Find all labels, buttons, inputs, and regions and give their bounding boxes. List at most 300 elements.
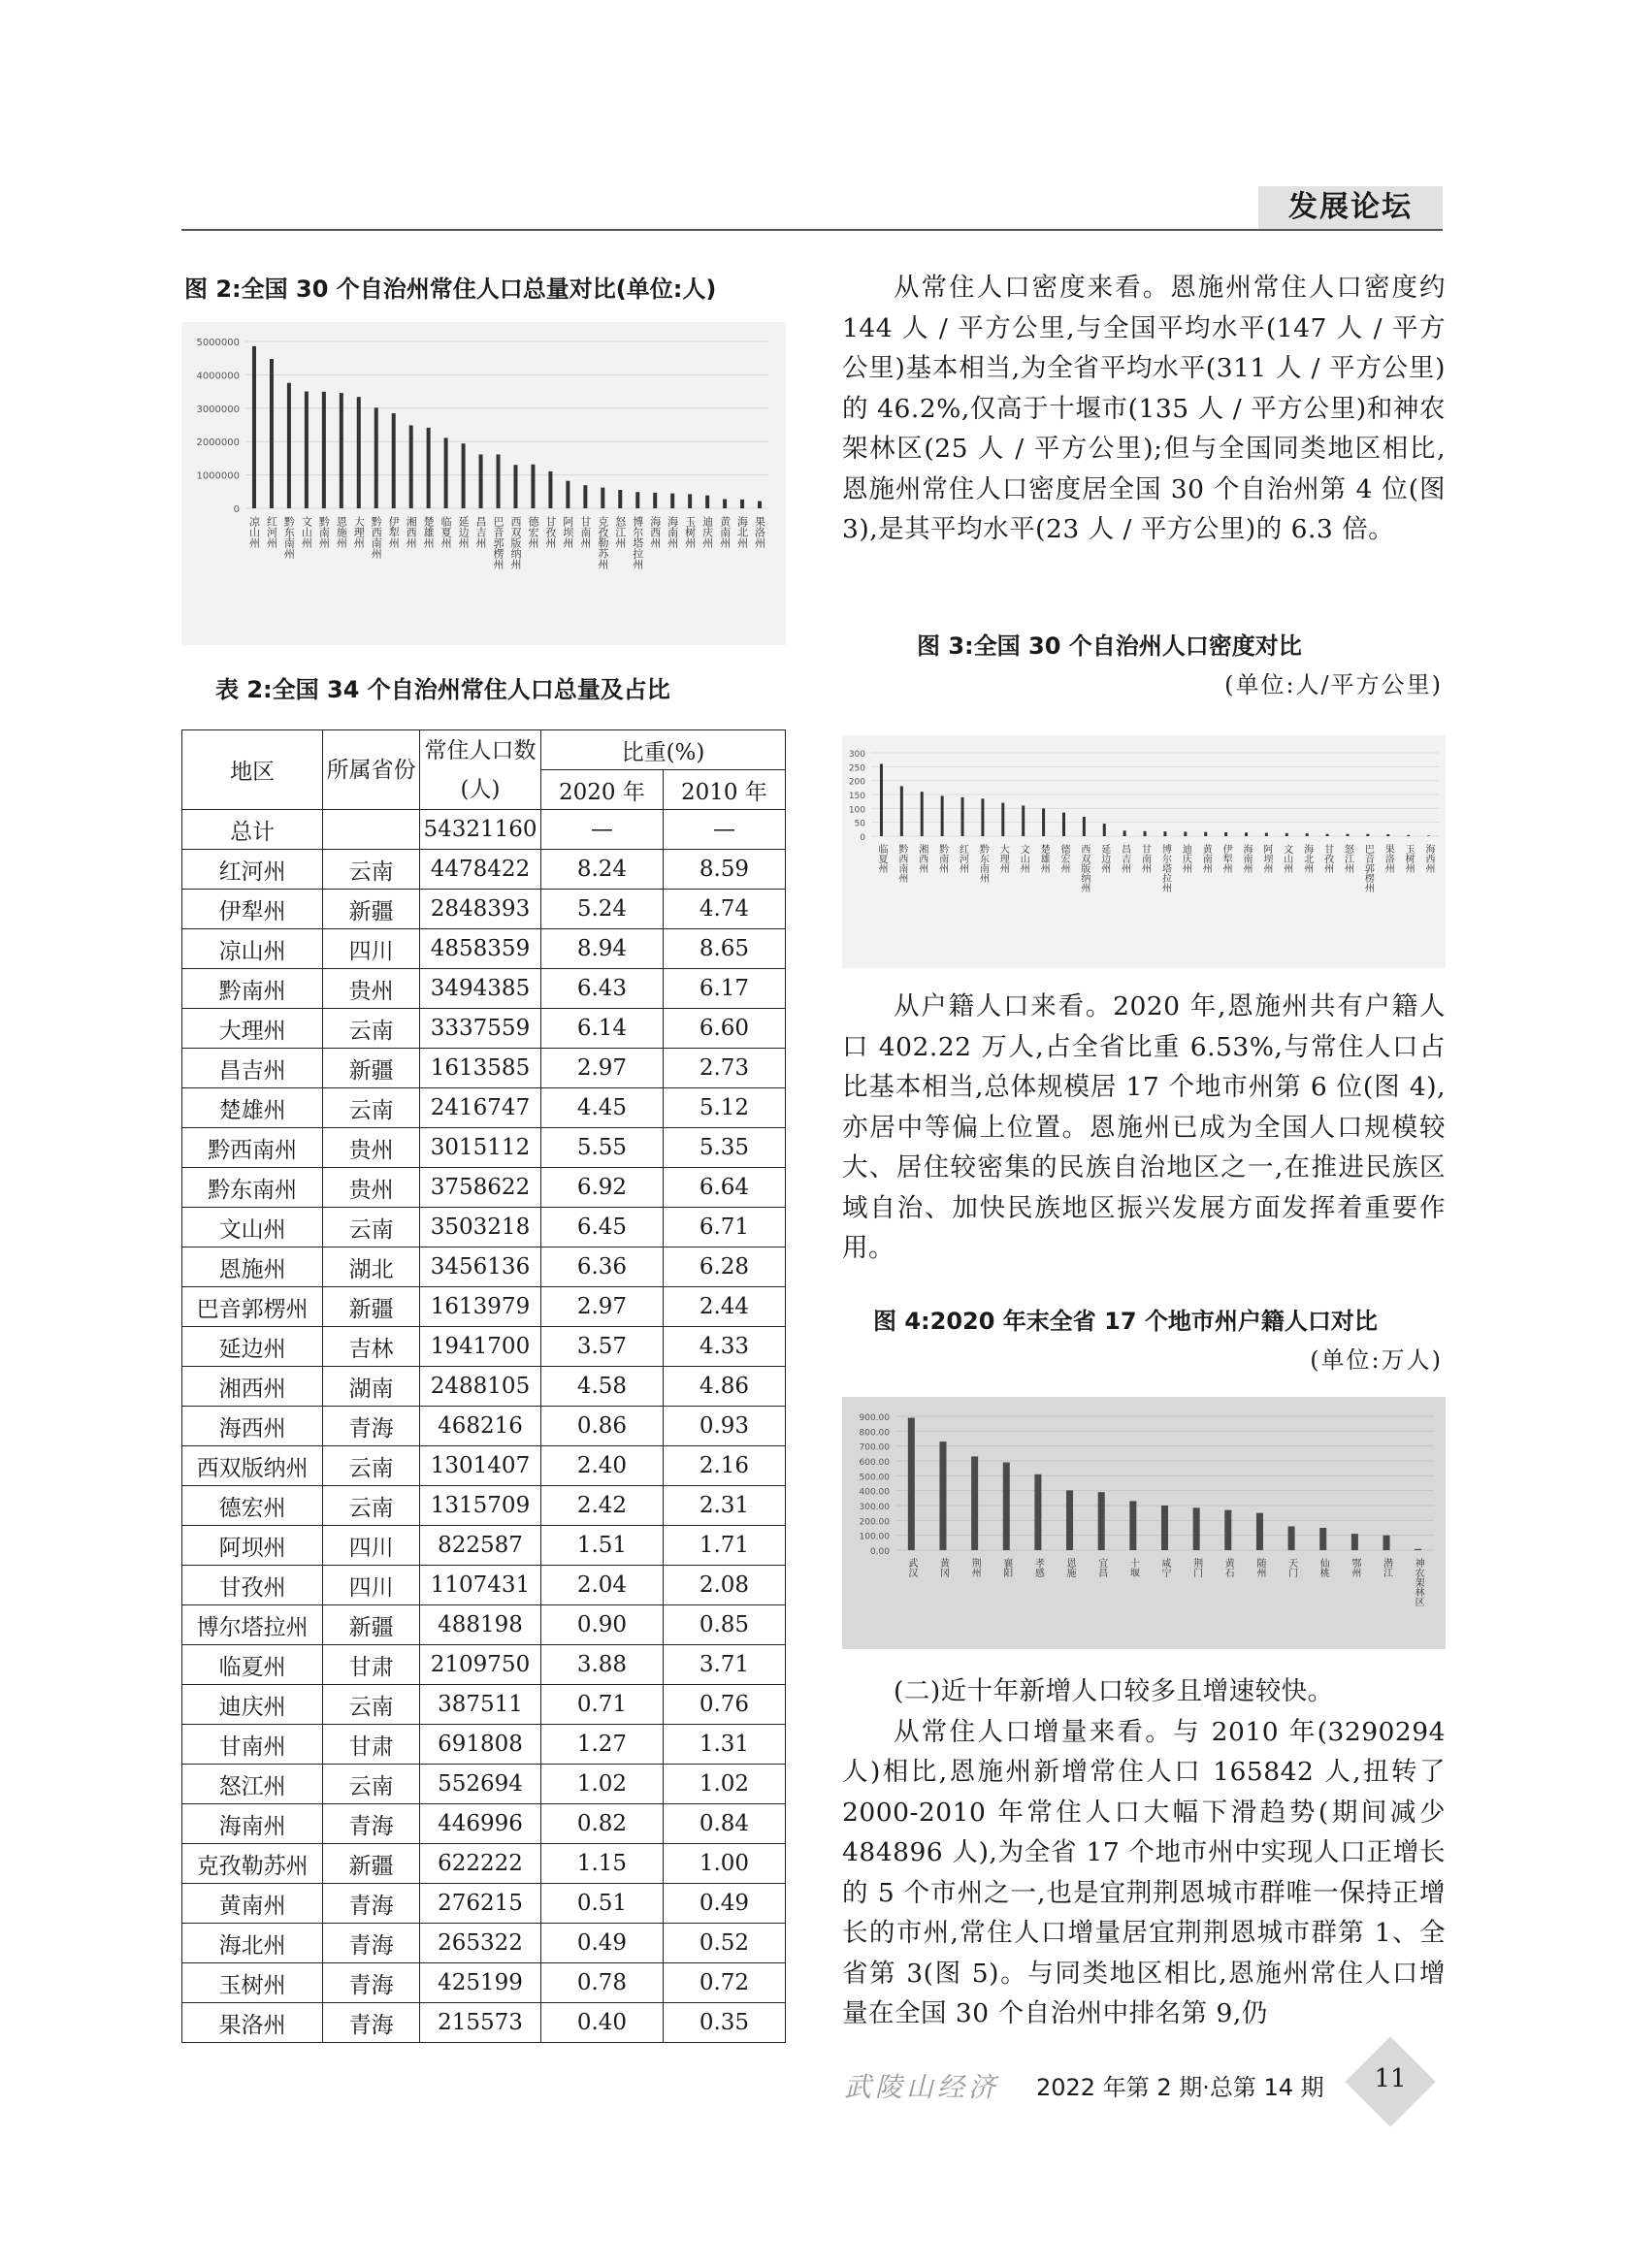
bar bbox=[1245, 832, 1248, 836]
bar bbox=[1386, 834, 1389, 836]
bar bbox=[566, 481, 569, 508]
table-cell: 3758622 bbox=[420, 1168, 541, 1208]
table-row bbox=[182, 1804, 786, 1844]
table-cell: 伊犁州 bbox=[182, 890, 323, 929]
y-tick-label: 0 bbox=[860, 833, 865, 843]
th-2020: 2020 年 bbox=[540, 770, 663, 810]
table-cell: 3.71 bbox=[663, 1645, 785, 1685]
table-cell: 1.31 bbox=[663, 1725, 785, 1765]
x-category-label: 甘孜州 bbox=[543, 516, 557, 548]
bar bbox=[1326, 834, 1329, 836]
fig4-unit: (单位:万人) bbox=[1310, 1346, 1443, 1374]
y-tick-label: 0.00 bbox=[869, 1547, 890, 1557]
table-row bbox=[182, 2003, 786, 2043]
x-category-label: 黔东南州 bbox=[282, 516, 296, 559]
table-cell: 3456136 bbox=[420, 1247, 541, 1287]
table-row bbox=[182, 1208, 786, 1247]
table-cell: 1.71 bbox=[663, 1526, 785, 1566]
table-cell: 湖南 bbox=[323, 1367, 420, 1407]
table-cell: 6.43 bbox=[540, 969, 663, 1009]
x-category-label: 阿坝州 bbox=[561, 516, 574, 548]
table-cell: 3337559 bbox=[420, 1009, 541, 1049]
table-cell: 青海 bbox=[323, 1884, 420, 1924]
table-cell: 西双版纳州 bbox=[182, 1446, 323, 1486]
table-cell: 2.04 bbox=[540, 1566, 663, 1605]
table-cell: 8.59 bbox=[663, 850, 785, 890]
fig3-caption: 图 3:全国 30 个自治州人口密度对比 bbox=[917, 632, 1302, 660]
bar bbox=[444, 437, 448, 508]
y-tick-label: 200 bbox=[848, 777, 865, 788]
table-row bbox=[182, 1168, 786, 1208]
x-category-label: 伊犁州 bbox=[387, 516, 401, 548]
table-row bbox=[182, 929, 786, 969]
fig3-chart bbox=[842, 735, 1446, 968]
x-category-label: 黄冈 bbox=[937, 1558, 949, 1577]
x-category-label: 凉山州 bbox=[247, 516, 261, 548]
y-tick-label: 3000000 bbox=[196, 404, 240, 415]
bar bbox=[1319, 1528, 1326, 1550]
table-cell: 大理州 bbox=[182, 1009, 323, 1049]
table-cell: 1.51 bbox=[540, 1526, 663, 1566]
x-category-label: 黔东南州 bbox=[977, 844, 989, 883]
table-cell: 四川 bbox=[323, 929, 420, 969]
x-category-label: 神农架林区 bbox=[1413, 1558, 1424, 1606]
bar bbox=[392, 413, 396, 508]
table-cell: 6.14 bbox=[540, 1009, 663, 1049]
table-cell: 0.86 bbox=[540, 1407, 663, 1446]
table-cell: 迪庆州 bbox=[182, 1685, 323, 1725]
y-tick-label: 50 bbox=[854, 819, 865, 829]
table-cell: 1613585 bbox=[420, 1049, 541, 1088]
x-category-label: 迪庆州 bbox=[700, 516, 714, 548]
bar bbox=[941, 795, 944, 836]
table-cell: 云南 bbox=[323, 1088, 420, 1128]
table-cell: 0.82 bbox=[540, 1804, 663, 1844]
x-category-label: 文山州 bbox=[1281, 844, 1292, 873]
bar bbox=[1083, 817, 1086, 836]
y-tick-label: 1000000 bbox=[196, 470, 240, 482]
para-growth bbox=[842, 1671, 1446, 2034]
table-cell bbox=[323, 810, 420, 850]
x-category-label: 果洛州 bbox=[1383, 844, 1394, 873]
bar bbox=[1103, 824, 1106, 836]
table-cell: 1613979 bbox=[420, 1287, 541, 1327]
table-cell: 青海 bbox=[323, 1963, 420, 2003]
y-tick-label: 200.00 bbox=[859, 1517, 890, 1528]
table-row bbox=[182, 1446, 786, 1486]
table2-caption: 表 2:全国 34 个自治州常住人口总量及占比 bbox=[215, 676, 670, 703]
table-cell: 1301407 bbox=[420, 1446, 541, 1486]
bar bbox=[618, 490, 622, 508]
table-cell: 四川 bbox=[323, 1566, 420, 1605]
table-cell: 黔南州 bbox=[182, 969, 323, 1009]
table-row bbox=[182, 1963, 786, 2003]
x-category-label: 昌吉州 bbox=[1119, 844, 1130, 873]
table-cell: 4.33 bbox=[663, 1327, 785, 1367]
y-tick-label: 900.00 bbox=[859, 1413, 890, 1423]
table-cell: 红河州 bbox=[182, 850, 323, 890]
table-row bbox=[182, 1327, 786, 1367]
table-cell: 云南 bbox=[323, 1208, 420, 1247]
table-cell: 2.08 bbox=[663, 1566, 785, 1605]
bar bbox=[1062, 813, 1065, 836]
x-category-label: 海西州 bbox=[648, 516, 662, 548]
table-cell: 海南州 bbox=[182, 1804, 323, 1844]
bar bbox=[705, 496, 709, 508]
x-category-label: 德宏州 bbox=[1058, 844, 1069, 873]
bar bbox=[635, 492, 639, 508]
fig2-svg bbox=[181, 322, 786, 645]
x-category-label: 武汉 bbox=[905, 1558, 917, 1577]
x-category-label: 文山州 bbox=[300, 516, 313, 548]
x-category-label: 延边州 bbox=[1098, 844, 1110, 873]
table-cell: 甘肃 bbox=[323, 1725, 420, 1765]
x-category-label: 怒江州 bbox=[613, 516, 627, 548]
x-category-label: 黔南州 bbox=[936, 844, 948, 873]
y-tick-label: 100.00 bbox=[859, 1532, 890, 1542]
table-row bbox=[182, 1645, 786, 1685]
table-cell: 2.40 bbox=[540, 1446, 663, 1486]
table-row bbox=[182, 1566, 786, 1605]
x-category-label: 宜昌 bbox=[1095, 1558, 1107, 1577]
table-cell: 果洛州 bbox=[182, 2003, 323, 2043]
bar bbox=[1383, 1536, 1390, 1550]
x-category-label: 果洛州 bbox=[753, 516, 766, 548]
table-cell: 云南 bbox=[323, 1486, 420, 1526]
x-category-label: 十堰 bbox=[1127, 1558, 1139, 1577]
table-cell: 昌吉州 bbox=[182, 1049, 323, 1088]
table-cell: 0.49 bbox=[540, 1924, 663, 1963]
table-cell: 恩施州 bbox=[182, 1247, 323, 1287]
table-cell: 3.88 bbox=[540, 1645, 663, 1685]
table-row bbox=[182, 1685, 786, 1725]
bar bbox=[427, 428, 431, 508]
table-cell: 2.44 bbox=[663, 1287, 785, 1327]
bar bbox=[1407, 835, 1410, 836]
table-cell: 691808 bbox=[420, 1725, 541, 1765]
x-category-label: 甘南州 bbox=[1139, 844, 1151, 873]
y-tick-label: 500.00 bbox=[859, 1473, 890, 1483]
y-tick-label: 150 bbox=[848, 792, 865, 801]
table-cell: 3.57 bbox=[540, 1327, 663, 1367]
y-tick-label: 700.00 bbox=[859, 1442, 890, 1453]
bar bbox=[583, 485, 587, 508]
table-cell: 446996 bbox=[420, 1804, 541, 1844]
table-cell: 克孜勒苏州 bbox=[182, 1844, 323, 1884]
bar bbox=[1144, 831, 1147, 836]
table-cell: 0.78 bbox=[540, 1963, 663, 2003]
table-cell: 德宏州 bbox=[182, 1486, 323, 1526]
page-number: 11 bbox=[1374, 2064, 1407, 2093]
table-cell: 54321160 bbox=[420, 810, 541, 850]
x-category-label: 孝感 bbox=[1032, 1558, 1044, 1577]
table-cell: 延边州 bbox=[182, 1327, 323, 1367]
table-cell: 0.72 bbox=[663, 1963, 785, 2003]
x-category-label: 恩施州 bbox=[335, 516, 348, 548]
th-province: 所属省份 bbox=[323, 730, 420, 810]
table-row bbox=[182, 1605, 786, 1645]
table-cell: 海西州 bbox=[182, 1407, 323, 1446]
x-category-label: 甘孜州 bbox=[1321, 844, 1333, 873]
table-cell: 622222 bbox=[420, 1844, 541, 1884]
table-cell: 2488105 bbox=[420, 1367, 541, 1407]
table-cell: 新疆 bbox=[323, 1287, 420, 1327]
table-row bbox=[182, 1009, 786, 1049]
table-cell: 湖北 bbox=[323, 1247, 420, 1287]
bar bbox=[981, 798, 984, 836]
table-cell: 6.92 bbox=[540, 1168, 663, 1208]
table-cell: 8.94 bbox=[540, 929, 663, 969]
x-category-label: 黄石 bbox=[1222, 1558, 1234, 1577]
x-category-label: 大理州 bbox=[352, 516, 366, 548]
x-category-label: 海北州 bbox=[1301, 844, 1313, 873]
table-cell: 玉树州 bbox=[182, 1963, 323, 2003]
x-category-label: 文山州 bbox=[1018, 844, 1029, 873]
table-cell: 5.35 bbox=[663, 1128, 785, 1168]
para-growth-heading: (二)近十年新增人口较多且增速较快。 bbox=[894, 1676, 1334, 1706]
x-category-label: 巴音郭楞州 bbox=[492, 516, 505, 569]
table-cell: 新疆 bbox=[323, 1049, 420, 1088]
table-cell: 云南 bbox=[323, 1685, 420, 1725]
bar bbox=[462, 443, 466, 508]
table-cell: 6.36 bbox=[540, 1247, 663, 1287]
table-cell: 青海 bbox=[323, 2003, 420, 2043]
table-cell: 贵州 bbox=[323, 1168, 420, 1208]
table2 bbox=[181, 729, 786, 2043]
table-cell: 云南 bbox=[323, 1009, 420, 1049]
table-cell: 黔东南州 bbox=[182, 1168, 323, 1208]
bar bbox=[1224, 832, 1227, 836]
bar bbox=[270, 359, 274, 508]
x-category-label: 临夏州 bbox=[875, 844, 887, 873]
footer-logo: 武陵山经济 bbox=[844, 2071, 1000, 2103]
table-cell: 215573 bbox=[420, 2003, 541, 2043]
table-row bbox=[182, 890, 786, 929]
table-cell: 1107431 bbox=[420, 1566, 541, 1605]
table-cell: 0.71 bbox=[540, 1685, 663, 1725]
table-row bbox=[182, 1128, 786, 1168]
x-category-label: 随州 bbox=[1253, 1558, 1265, 1577]
table-row bbox=[182, 1765, 786, 1804]
th-2010: 2010 年 bbox=[663, 770, 785, 810]
table-cell: 1315709 bbox=[420, 1486, 541, 1526]
x-category-label: 红河州 bbox=[265, 516, 278, 548]
table-cell: 276215 bbox=[420, 1884, 541, 1924]
bar bbox=[908, 1418, 915, 1550]
table-cell: 0.35 bbox=[663, 2003, 785, 2043]
bar bbox=[1351, 1534, 1358, 1550]
x-category-label: 克孜勒苏州 bbox=[596, 516, 609, 569]
x-category-label: 楚雄州 bbox=[1038, 844, 1050, 873]
bar bbox=[322, 392, 326, 508]
x-category-label: 伊犁州 bbox=[1220, 844, 1232, 873]
table-cell: 5.24 bbox=[540, 890, 663, 929]
header-rule bbox=[181, 229, 1443, 231]
table-cell: 8.24 bbox=[540, 850, 663, 890]
x-category-label: 迪庆州 bbox=[1180, 844, 1191, 873]
table-cell: 甘肃 bbox=[323, 1645, 420, 1685]
table-cell: 0.76 bbox=[663, 1685, 785, 1725]
table2-body bbox=[182, 810, 786, 2043]
table-cell: 2.16 bbox=[663, 1446, 785, 1486]
bar bbox=[409, 425, 413, 508]
table-cell: 3503218 bbox=[420, 1208, 541, 1247]
table-cell: 0.52 bbox=[663, 1924, 785, 1963]
table-cell: 1.00 bbox=[663, 1844, 785, 1884]
table-cell: 6.45 bbox=[540, 1208, 663, 1247]
table-cell: 1941700 bbox=[420, 1327, 541, 1367]
bar bbox=[1427, 835, 1430, 836]
bar bbox=[740, 500, 744, 508]
y-tick-label: 300 bbox=[848, 750, 865, 760]
x-category-label: 仙桃 bbox=[1318, 1558, 1329, 1577]
table-cell: 0.40 bbox=[540, 2003, 663, 2043]
fig3-svg bbox=[842, 735, 1446, 968]
table-cell: 4.58 bbox=[540, 1367, 663, 1407]
x-category-label: 潜江 bbox=[1381, 1558, 1392, 1577]
x-category-label: 巴音郭楞州 bbox=[1362, 844, 1374, 892]
bar bbox=[900, 786, 903, 836]
table-cell: 总计 bbox=[182, 810, 323, 850]
bar bbox=[921, 792, 924, 836]
th-ratio: 比重(%) bbox=[540, 730, 785, 770]
bar bbox=[374, 407, 378, 508]
table-cell: 贵州 bbox=[323, 1128, 420, 1168]
x-category-label: 黔西南州 bbox=[895, 844, 907, 883]
x-category-label: 怒江州 bbox=[1342, 844, 1353, 873]
table-cell: 6.28 bbox=[663, 1247, 785, 1287]
y-tick-label: 5000000 bbox=[196, 338, 240, 348]
x-category-label: 黔南州 bbox=[317, 516, 331, 548]
bar bbox=[548, 471, 552, 508]
para-density bbox=[842, 268, 1446, 550]
bar bbox=[688, 494, 692, 508]
table-cell: 文山州 bbox=[182, 1208, 323, 1247]
bar bbox=[357, 397, 361, 508]
bar bbox=[1256, 1513, 1263, 1550]
table-cell: 2.97 bbox=[540, 1049, 663, 1088]
bar bbox=[1184, 831, 1187, 836]
x-category-label: 湘西州 bbox=[916, 844, 927, 873]
table-cell: 四川 bbox=[323, 1526, 420, 1566]
bar bbox=[287, 383, 291, 508]
x-category-label: 阿坝州 bbox=[1260, 844, 1272, 873]
table-cell: 青海 bbox=[323, 1924, 420, 1963]
fig2-caption: 图 2:全国 30 个自治州常住人口总量对比(单位:人) bbox=[184, 275, 717, 303]
bar bbox=[939, 1442, 946, 1550]
x-category-label: 西双版纳州 bbox=[1078, 844, 1090, 892]
table-row bbox=[182, 1486, 786, 1526]
x-category-label: 咸宁 bbox=[1159, 1558, 1170, 1577]
bar bbox=[1163, 831, 1166, 836]
x-category-label: 昌吉州 bbox=[474, 516, 488, 548]
table-row bbox=[182, 810, 786, 850]
table-cell: 楚雄州 bbox=[182, 1088, 323, 1128]
table-cell: 巴音郭楞州 bbox=[182, 1287, 323, 1327]
bar bbox=[1346, 834, 1349, 836]
table-cell: 8.65 bbox=[663, 929, 785, 969]
bar bbox=[1193, 1507, 1200, 1550]
th-region: 地区 bbox=[182, 730, 323, 810]
x-category-label: 天门 bbox=[1285, 1558, 1297, 1577]
table-row bbox=[182, 969, 786, 1009]
para-density-text: 从常住人口密度来看。恩施州常住人口密度约 144 人 / 平方公里,与全国平均水平(147 人 / 平方公里)基本相当,为全省平均水平(311 人 / 平方公里)的 46.2%,仅高于十堰市(135 人 / 平方公里)和神农架林区(25 人 / 平方公里);但与全国同类地区相比,恩施州常住人口密度居全国 30 个自治州第 4 位(图 3),是其平均水平(23 人 / 平方公里)的 6.3 倍。 bbox=[842, 273, 1446, 544]
table-row bbox=[182, 1844, 786, 1884]
table-cell: 265322 bbox=[420, 1924, 541, 1963]
x-category-label: 恩施 bbox=[1064, 1558, 1076, 1577]
table-cell: 488198 bbox=[420, 1605, 541, 1645]
x-category-label: 鄂州 bbox=[1349, 1558, 1360, 1577]
table-cell: 云南 bbox=[323, 1765, 420, 1804]
table-cell: 387511 bbox=[420, 1685, 541, 1725]
footer-issue: 2022 年第 2 期·总第 14 期 bbox=[1036, 2074, 1324, 2101]
table-cell: 6.60 bbox=[663, 1009, 785, 1049]
y-tick-label: 100 bbox=[848, 805, 865, 816]
table-cell: 5.12 bbox=[663, 1088, 785, 1128]
bar bbox=[1306, 833, 1309, 836]
x-category-label: 博尔塔拉州 bbox=[631, 516, 644, 569]
table-cell: 博尔塔拉州 bbox=[182, 1605, 323, 1645]
table-row bbox=[182, 1725, 786, 1765]
table-cell: 2416747 bbox=[420, 1088, 541, 1128]
bar bbox=[1288, 1526, 1295, 1550]
table-cell: 凉山州 bbox=[182, 929, 323, 969]
x-category-label: 荆州 bbox=[969, 1558, 981, 1577]
table-cell: 2109750 bbox=[420, 1645, 541, 1685]
bar bbox=[1003, 1463, 1010, 1550]
table-cell: 新疆 bbox=[323, 1844, 420, 1884]
table-cell: 0.90 bbox=[540, 1605, 663, 1645]
bar bbox=[961, 797, 964, 836]
x-category-label: 荆门 bbox=[1190, 1558, 1202, 1577]
bar bbox=[1366, 834, 1369, 836]
y-tick-label: 4000000 bbox=[196, 371, 240, 382]
y-tick-label: 0 bbox=[233, 504, 240, 515]
x-category-label: 海南州 bbox=[1241, 844, 1253, 873]
bar bbox=[305, 391, 309, 508]
x-category-label: 海西州 bbox=[1423, 844, 1435, 873]
table-cell: 0.84 bbox=[663, 1804, 785, 1844]
table-cell: 4.45 bbox=[540, 1088, 663, 1128]
table-row bbox=[182, 1367, 786, 1407]
table-cell: 6.64 bbox=[663, 1168, 785, 1208]
table-cell: 4858359 bbox=[420, 929, 541, 969]
table-cell: 云南 bbox=[323, 850, 420, 890]
x-category-label: 甘南州 bbox=[578, 516, 592, 548]
table-cell: 湘西州 bbox=[182, 1367, 323, 1407]
table-cell: 6.17 bbox=[663, 969, 785, 1009]
table-row bbox=[182, 1407, 786, 1446]
table-row bbox=[182, 1924, 786, 1963]
table-cell: 2.42 bbox=[540, 1486, 663, 1526]
y-tick-label: 250 bbox=[848, 763, 865, 774]
table-cell: 1.27 bbox=[540, 1725, 663, 1765]
bar bbox=[1265, 833, 1268, 836]
bar bbox=[880, 763, 883, 836]
bar bbox=[479, 454, 483, 508]
table-cell: 4478422 bbox=[420, 850, 541, 890]
y-tick-label: 600.00 bbox=[859, 1458, 890, 1468]
bar bbox=[1161, 1506, 1168, 1550]
fig2-chart bbox=[181, 322, 786, 645]
table-cell: 怒江州 bbox=[182, 1765, 323, 1804]
table-cell: 1.02 bbox=[540, 1765, 663, 1804]
x-category-label: 黄南州 bbox=[718, 516, 732, 548]
x-category-label: 玉树州 bbox=[1403, 844, 1415, 873]
fig3-unit: (单位:人/平方公里) bbox=[1224, 671, 1443, 698]
table-cell: 贵州 bbox=[323, 969, 420, 1009]
table-cell: 黔西南州 bbox=[182, 1128, 323, 1168]
